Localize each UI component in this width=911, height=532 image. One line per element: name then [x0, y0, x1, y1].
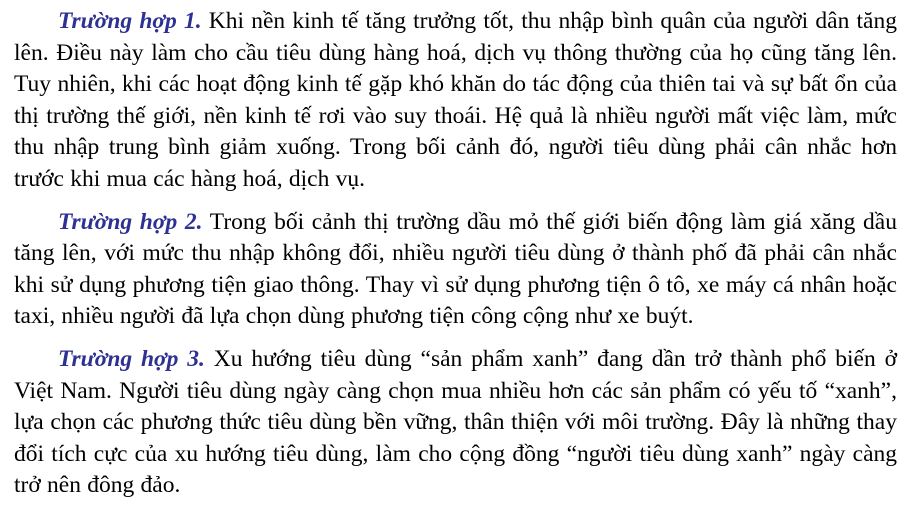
- case-body-2: Trong bối cảnh thị trường dầu mỏ thế giới biến động làm giá xăng dầu tăng lên, với mức thu nhập không đổi, nhiều người tiêu dùng ở thành phố đã phải cân nhắc khi sử dụng phương tiện giao thông. Thay vì sử dụng phương tiện ô tô, xe máy cá nhân hoặc taxi, nhiều người đã lựa chọn dùng phương tiện công cộng như xe buýt.: [14, 208, 897, 330]
- case-paragraph-2: [14, 207, 897, 333]
- case-label-1: Trường hợp 1.: [58, 8, 202, 34]
- case-label-3: Trường hợp 3.: [58, 345, 205, 372]
- case-body-1: Khi nền kinh tế tăng trưởng tốt, thu nhập bình quân của người dân tăng lên. Điều này làm cho cầu tiêu dùng hàng hoá, dịch vụ thông thường của họ cũng tăng lên. Tuy nhiên, khi các hoạt động kinh tế gặp khó khăn do tác động của thiên tai và sự bất ổn của thị trường thế giới, nền kinh tế rơi vào suy thoái. Hệ quả là nhiều người mất việc làm, mức thu nhập trung bình giảm xuống. Trong bối cảnh đó, người tiêu dùng phải cân nhắc hơn trước khi mua các hàng hoá, dịch vụ.: [14, 8, 897, 192]
- case-paragraph-1: [14, 6, 897, 196]
- case-body-3: Xu hướng tiêu dùng “sản phẩm xanh” đang dần trở thành phổ biến ở Việt Nam. Người tiêu dùng ngày càng chọn mua nhiều hơn các sản phẩm có yếu tố “xanh”, lựa chọn các phương thức tiêu dùng bền vững, thân thiện với môi trường. Đây là những thay đổi tích cực của xu hướng tiêu dùng, làm cho cộng đồng “người tiêu dùng xanh” ngày càng trở nên đông đảo.: [14, 345, 897, 499]
- case-label-2: Trường hợp 2.: [58, 208, 203, 235]
- case-paragraph-3: [14, 344, 897, 502]
